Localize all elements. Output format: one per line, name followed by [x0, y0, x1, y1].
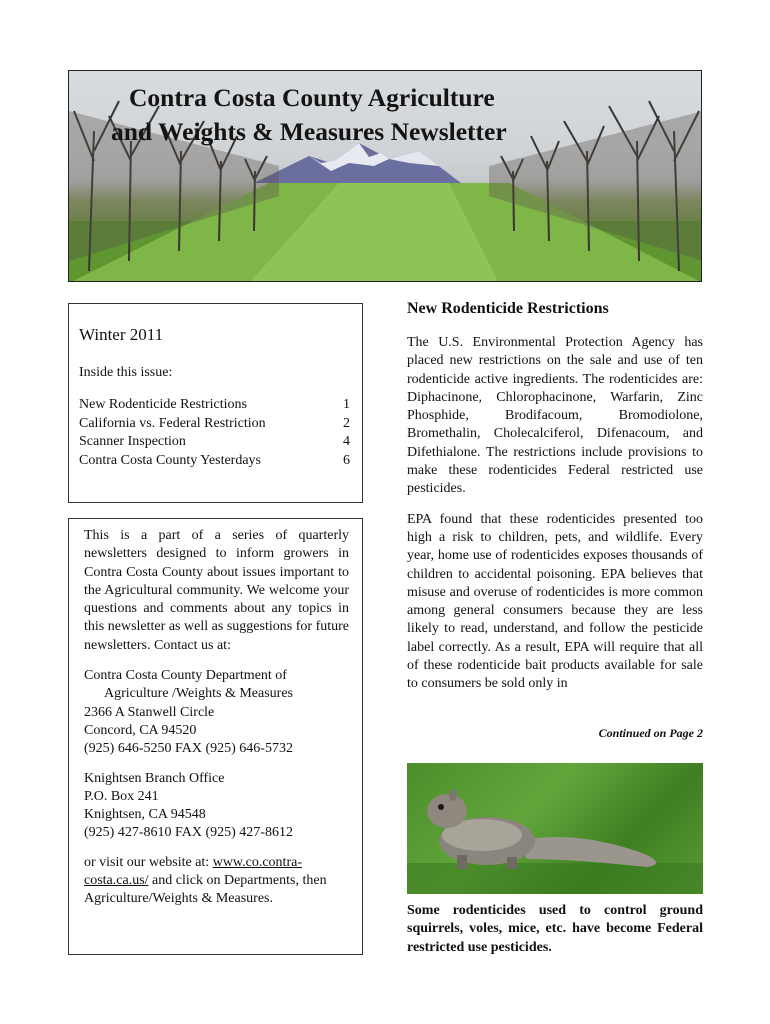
website-link[interactable]: www.co.contra-costa.ca.us/ — [84, 854, 302, 889]
website-prefix: or visit our website at: — [84, 854, 213, 870]
toc-entry-page: 2 — [343, 415, 350, 431]
article-title: New Rodenticide Restrictions — [407, 300, 609, 317]
inside-this-issue-heading: Inside this issue: — [79, 365, 173, 380]
article-column — [407, 298, 703, 694]
address-line: Contra Costa County Department of — [84, 668, 287, 684]
issue-season: Winter 2011 — [79, 325, 164, 344]
continued-link[interactable]: Continued on Page 2 — [598, 726, 703, 740]
address-line: 2366 A Stanwell Circle — [84, 704, 215, 720]
address-line: Knightsen, CA 94548 — [84, 807, 206, 823]
address-line: Concord, CA 94520 — [84, 722, 197, 738]
branch-office-address — [84, 770, 349, 843]
toc-entry-page: 4 — [343, 434, 350, 449]
website-suffix: and click on Departments, then Agriculture/Weights & Measures. — [84, 873, 327, 907]
toc-entry[interactable] — [79, 396, 350, 415]
toc-entry-title: Scanner Inspection — [79, 434, 186, 449]
toc-entry[interactable] — [79, 415, 350, 434]
ground-squirrel-image — [407, 763, 703, 894]
toc-entry-title: California vs. Federal Restriction — [79, 415, 266, 431]
article-paragraph: EPA found that these rodenticides presented too high a risk to children, pets, and wildlife. Every year, home use of rodenticides exposes thousands of children to accidental poisoning. EPA believes that misuse and overuse of rodenticides is more common among general consumers because they are less likely to read, understand, and follow the pesticide label correctly. As a result, EPA will require that all of these rodenticide bait products available for sale to consumers be sold only in — [407, 511, 703, 692]
address-line: Knightsen Branch Office — [84, 770, 225, 786]
address-line: Agriculture /Weights & Measures — [104, 686, 293, 702]
contact-info-box — [68, 518, 363, 955]
main-office-address — [84, 667, 349, 758]
newsletter-title — [69, 81, 701, 149]
toc-entry-page: 6 — [343, 452, 350, 468]
title-line-2: and Weights & Measures Newsletter — [111, 117, 507, 146]
address-line: P.O. Box 241 — [84, 788, 159, 804]
toc-entry[interactable] — [79, 433, 350, 452]
newsletter-intro: This is a part of a series of quarterly newsletters designed to inform growers in Contra Costa County about issues important to the Agricultural community. We welcome your questions and comments about any topics in this newsletter as well as suggestions for future newsletters. Contact us at: — [84, 528, 349, 653]
toc-entry[interactable] — [79, 452, 350, 471]
photo-caption: Some rodenticides used to control ground squirrels, voles, mice, etc. have become Federal restricted use pesticides. — [407, 903, 703, 955]
squirrel-photo — [407, 763, 703, 894]
newsletter-banner — [68, 70, 702, 282]
title-line-1: Contra Costa County Agriculture — [129, 83, 495, 112]
toc-entry-title: Contra Costa County Yesterdays — [79, 452, 261, 468]
toc-entry-title: New Rodenticide Restrictions — [79, 397, 247, 412]
website-note — [84, 854, 349, 909]
article-paragraph: The U.S. Environmental Protection Agency has placed new restrictions on the sale and use of ten rodenticide active ingredients. The rodenticides are: Diphacinone, Chlorophacinone, Warfarin, Zinc Phosphide, Brodifacoum, Bromodiolone, Bromethalin, Cholecalciferol, Difenacoum, and Difethialone. The restrictions include provisions to make these rodenticides Federal restricted use pesticides. — [407, 335, 703, 497]
issue-contents-box — [68, 303, 363, 503]
toc-entry-page: 1 — [343, 397, 350, 412]
phone-fax-line: (925) 427-8610 FAX (925) 427-8612 — [84, 825, 293, 841]
phone-fax-line: (925) 646-5250 FAX (925) 646-5732 — [84, 741, 293, 757]
